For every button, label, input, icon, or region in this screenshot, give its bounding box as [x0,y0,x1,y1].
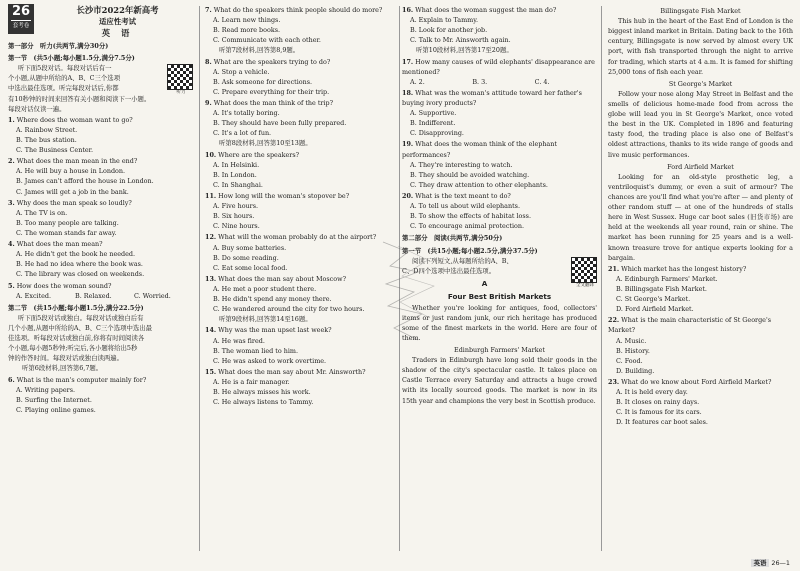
answer-option[interactable]: A. Explain to Tammy. [410,16,479,25]
answer-option[interactable]: A. Stop a vehicle. [213,67,270,76]
question [8,375,193,415]
answer-option[interactable]: B. Relaxed. [75,291,112,300]
question-stem [8,281,193,291]
answer-option[interactable]: A. They're interesting to watch. [410,160,513,169]
instruction-line: 几个小题,从题中所给的A、B、C三个选项中选出最 [8,323,153,332]
question-stem [8,239,193,249]
question [205,367,395,407]
exam-header [42,4,193,39]
question-number: 7. [205,6,212,14]
option-row [8,291,193,301]
question-number: 23. [608,377,620,386]
answer-option[interactable]: C. Food. [616,356,643,365]
question-number: 13. [205,274,217,283]
listening-note: 听第10段材料,回答第17至20题。 [416,46,513,55]
question [8,281,193,301]
question-number: 20. [402,191,414,200]
question-stem [402,139,597,159]
question [205,5,395,45]
column-divider [199,6,200,551]
answer-option[interactable]: A. Buy some batteries. [213,243,287,252]
listening-note: 听第7段材料,回答第8,9题。 [219,46,300,55]
question-stem [205,57,395,67]
question-number: 19. [402,140,414,149]
market-name: Edinburgh Farmers' Market [454,346,545,355]
listening-note: 听第6段材料,回答第6,7题。 [22,364,103,373]
answer-option[interactable]: C. He was asked to work overtime. [213,356,327,365]
column-1 [8,4,193,555]
instruction-line: 佳选项。听每段对话或独白前,你将有时间阅读各 [8,334,145,343]
part1-title: 第一部分 听力(共两节,满分30分) [8,42,109,50]
answer-option[interactable]: C. He wandered around the city for two hours. [213,305,365,314]
passage-label: A [481,278,488,288]
answer-option[interactable]: B. Read more books. [213,26,281,35]
answer-option[interactable]: A. He is a fair manager. [213,377,290,386]
answer-option[interactable]: C. Playing online games. [16,405,96,414]
question-stem [205,191,395,201]
answer-option[interactable]: C. The library was closed on weekends. [16,270,145,279]
question-stem [608,315,793,335]
instruction-line: 听下面5段对话或独白。每段对话或独白后有 [18,313,144,322]
col1-questions-a [8,115,193,301]
question-stem [8,156,193,166]
answer-option[interactable]: A. Rainbow Street. [16,125,78,134]
question [402,5,597,45]
answer-option[interactable]: C. It's a lot of fun. [213,129,272,138]
question-text: How does the woman sound? [16,281,112,290]
question [8,115,193,155]
question [402,139,597,190]
question-number: 5. [8,281,15,290]
question-stem [205,5,395,15]
question [608,377,793,428]
question-number: 21. [608,264,620,273]
option-row [402,77,597,87]
question-text: What is the text meant to do? [415,191,511,200]
market-text: This hub in the heart of the East End of London is the biggest inland market in Britain. Dating back to the 16th century, Billingsgate is now served by almost every UK port, with fish transported through the night to arrive for trading, which starts at 4 a.m. It is famed for shifting 25,000 tons of fish each year. [608,17,793,76]
question [8,239,193,279]
answer-option[interactable]: B. He had no idea where the book was. [16,260,143,269]
page-footer [751,558,790,568]
question-text: What will the woman probably do at the airport? [218,233,377,242]
question-text: What does the woman think of the elephant performances? [402,140,557,159]
answer-option[interactable]: B. 3. [472,77,488,86]
question-stem [205,325,395,335]
answer-option[interactable]: B. Ask someone for directions. [213,77,313,86]
question-number: 10. [205,150,217,159]
answer-option[interactable]: A. 2. [410,77,425,86]
question-number: 4. [8,240,15,249]
paper-badge [8,4,34,34]
question-stem [402,88,597,108]
question-number: 2. [8,157,15,166]
col4-questions [608,264,793,428]
instruction-line: 有10秒钟的时间来回答有关小题和阅读下一小题。 [8,94,151,103]
answer-option[interactable]: B. Look for another job. [410,26,488,35]
instruction-line: 中选出最佳选项。听完每段对话后,你都 [8,84,119,93]
question-text: Why was the man upset last week? [218,326,332,335]
answer-option[interactable]: A. He met a poor student there. [213,284,317,293]
question-text: What is the main characteristic of St George's Market? [608,316,771,335]
badge-label: 套考卷 [11,20,31,31]
answer-option[interactable]: C. The woman stands far away. [16,228,117,237]
answer-option[interactable]: B. History. [616,346,650,355]
answer-option[interactable]: C. Talk to Mr. Ainsworth again. [410,36,511,45]
answer-option[interactable]: B. Do some reading. [213,253,279,262]
instruction-line: C、D四个选项中选出最佳选项。 [402,266,496,275]
col3-questions-a [402,5,597,45]
question [205,57,395,97]
part1-sec2-title: 第二节 (共15小题;每小题1.5分,满分22.5分) [8,303,144,312]
answer-option[interactable]: B. Too many people are talking. [16,218,119,227]
answer-option[interactable]: B. The bus station. [16,135,77,144]
question [402,191,597,231]
answer-option[interactable]: B. Indifferent. [410,119,456,128]
answer-option[interactable]: C. The Business Center. [16,146,94,155]
qr-code-icon[interactable] [571,257,597,283]
question-text: How long will the woman's stopover be? [218,191,350,200]
market-text: Looking for an old-style prosthetic leg, a ventriloquist's dummy, or even a suit of armour? The chances are you'll find what you're after — and plenty of other random stuff — at one of the hundreds of stalls here in West Sussex. Huge car boot sales (旧货市场) are held at the weekends all year round, rain or shine. The market has been running for 25 years and is a well-known treasure trove for antique experts looking for a bargain. [608,172,793,262]
question-stem [608,377,793,387]
exam-subtitle: 适应性考试 [99,17,136,26]
answer-option[interactable]: C. 4. [534,77,550,86]
badge-number: 26 [11,4,31,19]
qr-code-icon[interactable] [167,64,193,90]
question [205,150,395,190]
question-text: What does the man mean? [16,240,103,249]
answer-option[interactable]: B. To show the effects of habitat loss. [410,212,531,221]
question [8,156,193,196]
answer-option[interactable]: B. He didn't spend any money there. [213,295,332,304]
answer-option[interactable]: B. In London. [213,170,257,179]
question-text: Where are the speakers? [218,150,300,159]
answer-option[interactable]: A. Edinburgh Farmers' Market. [616,274,718,283]
answer-option[interactable]: B. They should have been fully prepared. [213,119,347,128]
answer-option[interactable]: B. Six hours. [213,212,255,221]
answer-option[interactable]: B. James can't afford the house in London. [16,177,154,186]
question-stem [205,150,395,160]
answer-option[interactable]: A. It's totally boring. [213,109,280,118]
answer-option[interactable]: C. Nine hours. [213,222,260,231]
question-number: 12. [205,233,217,242]
answer-option[interactable]: A. In Helsinki. [213,160,260,169]
question-number: 22. [608,316,620,325]
listening-note: 听第8段材料,回答第10至13题。 [219,139,312,148]
answer-option[interactable]: A. He will buy a house in London. [16,167,126,176]
question-number: 14. [205,326,217,335]
question-text: What is the man's computer mainly for? [16,375,147,384]
answer-option[interactable]: D. It features car boot sales. [616,418,708,427]
question-text: What does the man say about Mr. Ainsworth? [218,367,366,376]
answer-option[interactable]: A. It is held every day. [616,388,688,397]
answer-option[interactable]: B. The woman lied to him. [213,346,298,355]
answer-option[interactable]: A. He didn't get the book he needed. [16,250,136,259]
question-text: What does the woman suggest the man do? [415,6,557,14]
question-number: 6. [8,375,15,384]
exam-title: 长沙市2022年新高考 [76,5,159,15]
answer-option[interactable]: A. Learn new things. [213,16,281,25]
column-2 [205,4,395,555]
market-text: Traders in Edinburgh have long sold their goods in the shadow of the city's spectacular castle. It takes place on Castle Terrace every Saturday and attracts a huge crowd with its locally sourced goods. The market is now in its 15th year and champions the very best in Scottish produce. [402,356,597,405]
question-number: 18. [402,88,414,97]
answer-option[interactable]: C. Prepare everything for their trip. [213,87,330,96]
question [205,232,395,272]
listening-note: 听第9段材料,回答第14至16题。 [219,315,312,324]
answer-option[interactable]: A. Writing papers. [16,385,76,394]
col3-questions-b [402,57,597,232]
answer-option[interactable]: A. The TV is on. [16,208,68,217]
question-text: Which market has the longest history? [621,264,747,273]
question-text: What do we know about Ford Airfield Market? [621,377,772,386]
col1-questions-b [8,375,193,415]
question-number: 3. [8,198,15,207]
question-stem [205,98,395,108]
question-number: 9. [205,98,212,107]
question-stem [8,375,193,385]
question-text: Why does the man speak so loudly? [16,198,132,207]
answer-option[interactable]: B. They should be avoided watching. [410,170,530,179]
question-text: What does the man say about Moscow? [218,274,347,283]
question [402,57,597,87]
question-stem [608,264,793,274]
answer-option[interactable]: A. Music. [616,336,647,345]
column-3 [402,4,597,555]
question-text: What are the speakers trying to do? [213,57,331,66]
answer-option[interactable]: A. Five hours. [213,202,259,211]
question-number: 11. [205,191,217,200]
question [205,98,395,138]
passage-intro: Whether you're looking for antiques, food, collectors' items or just random junk, our rich heritage has produced some of the finest markets in the world. Here are four of them. [402,303,597,342]
question-text: What was the woman's attitude toward her father's buying ivory products? [402,88,582,107]
part2-title: 第二部分 阅读(共两节,满分50分) [402,234,503,243]
answer-option[interactable]: C. To encourage animal protection. [410,222,525,231]
answer-option[interactable]: C. They draw attention to other elephants. [410,180,548,189]
answer-option[interactable]: B. He always misses his work. [213,388,311,397]
question-number: 17. [402,57,414,66]
question-text: What does the man mean in the end? [16,157,138,166]
answer-option[interactable]: C. It is famous for its cars. [616,408,702,417]
question-number: 8. [205,57,212,66]
question-text: Where does the woman want to go? [16,115,133,124]
subject-title: 英 语 [101,28,134,38]
question-stem [8,198,193,208]
question [402,88,597,139]
answer-option[interactable]: D. Ford Airfield Market. [616,305,694,314]
part1-sec1-title: 第一节 (共5小题;每小题1.5分,满分7.5分) [8,54,135,63]
question-stem [205,367,395,377]
answer-option[interactable]: C. James will get a job in the bank. [16,187,129,196]
answer-option[interactable]: C. He always listens to Tammy. [213,398,314,407]
question [205,325,395,365]
column-4 [608,4,793,555]
answer-option[interactable]: C. Disapproving. [410,129,464,138]
footer-page: 26—1 [771,558,790,567]
answer-option[interactable]: A. Excited. [16,291,52,300]
answer-option[interactable]: C. In Shanghai. [213,180,263,189]
question [205,191,395,231]
question-number: 16. [402,6,414,14]
answer-option[interactable]: C. St George's Market. [616,295,691,304]
question-text: What do the speakers think people should do more? [213,6,383,14]
passage-title: Four Best British Markets [447,292,552,302]
column-divider [601,6,602,551]
market-text: Follow your nose along May Street in Belfast and the smells of delicious home-made food from across the globe will lead you in St George's Market, once voted the best in the UK. Completed in 1896 and featuring tasty food, the trading place is also one of Belfast's oldest attractions, thanks to its wide range of goods and live music performances. [608,89,793,159]
answer-option[interactable]: C. Worried. [134,291,171,300]
footer-subject: 英语 [751,559,770,567]
question-text: What does the man think of the trip? [213,98,334,107]
answer-option[interactable]: C. Communicate with each other. [213,36,321,45]
market-name: Ford Airfield Market [667,162,734,171]
question [8,198,193,238]
question-number: 1. [8,115,15,124]
answer-option[interactable]: B. It closes on rainy days. [616,398,700,407]
answer-option[interactable]: A. To tell us about wild elephants. [410,202,520,211]
question-stem [402,5,597,15]
instruction-line: 每段对话仅读一遍。 [8,104,66,113]
instruction-line: 个小题,每小题5秒钟;听完后,各小题将给出5秒 [8,344,138,353]
question-stem [402,191,597,201]
part1-sec2-instructions [8,313,193,374]
part2-instructions [402,256,597,288]
answer-option[interactable]: A. Supportive. [410,109,457,118]
answer-option[interactable]: B. Billingsgate Fish Market. [616,284,707,293]
instruction-line: 个小题,从题中所给的A、B、C三个选项 [8,74,121,83]
answer-option[interactable]: C. Eat some local food. [213,263,288,272]
question-text: How many causes of wild elephants' disappearance are mentioned? [402,57,595,76]
qr-caption: 听力 [176,90,186,96]
question-stem [8,115,193,125]
question [608,315,793,376]
question-stem [205,232,395,242]
column-divider [399,6,400,551]
question-stem [402,57,597,77]
question-number: 15. [205,367,217,376]
qr-caption: 全文翻译 [576,282,594,288]
instruction-line: 听下面5段对话。每段对话后有一 [18,64,112,73]
part1-sec1-instructions [8,63,193,114]
market-name: St George's Market [668,79,733,88]
instruction-line: 阅读下列短文,从每题所给的A、B、 [412,256,513,265]
market-name: Billingsgate Fish Market [660,7,741,15]
part2-sec1-title: 第一节 (共15小题;每小题2.5分,满分37.5分) [402,246,538,255]
answer-option[interactable]: B. Surfing the Internet. [16,395,92,404]
instruction-line: 钟的作答时间。每段对话或独白读两遍。 [8,354,124,363]
question [608,264,793,315]
answer-option[interactable]: A. He was fired. [213,336,265,345]
question [205,274,395,314]
question-stem [205,274,395,284]
answer-option[interactable]: D. Building. [616,366,655,375]
